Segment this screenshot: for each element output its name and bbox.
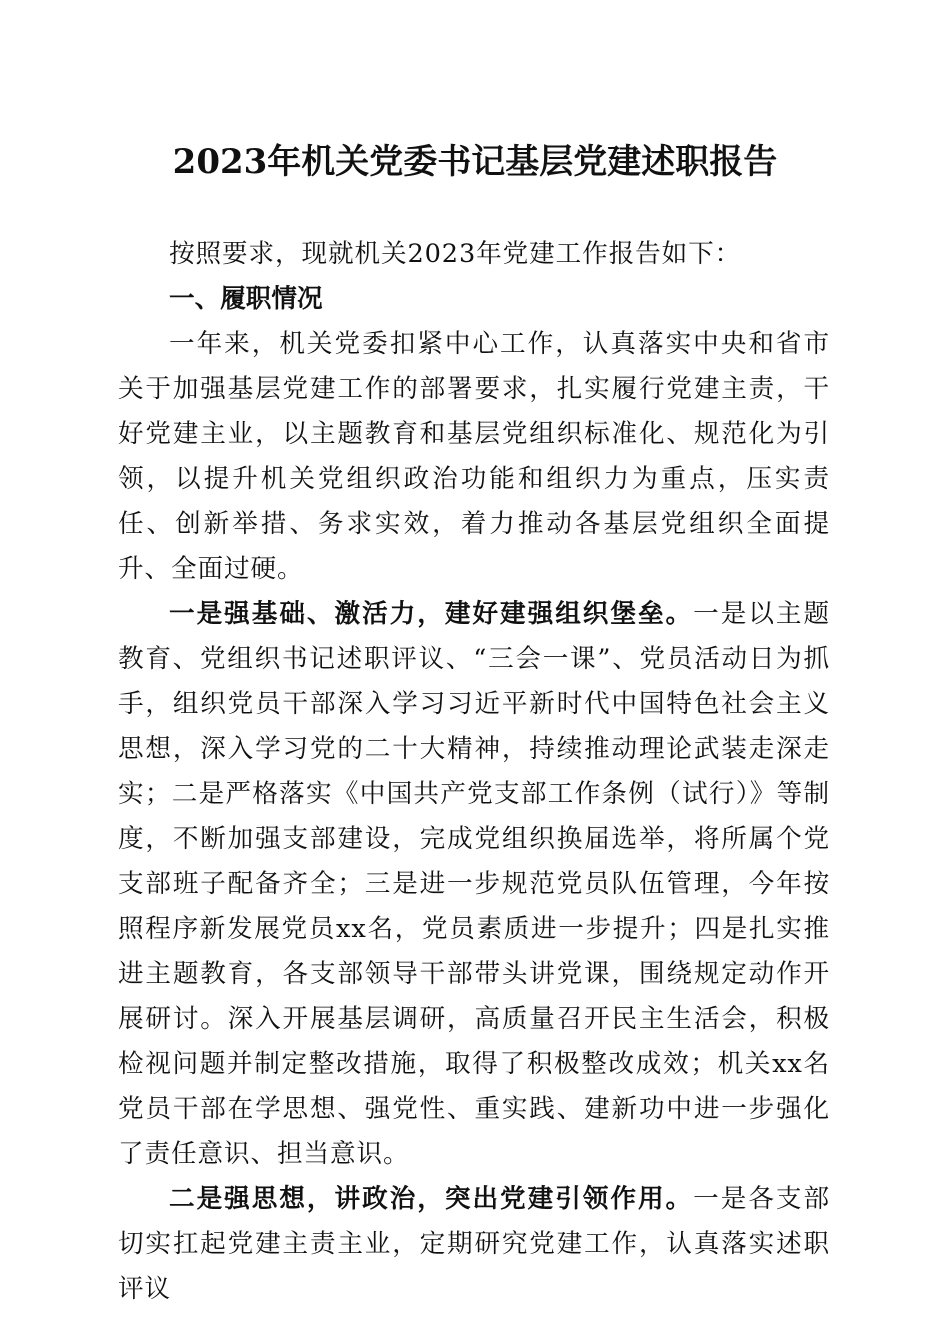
paragraph-ideology <box>118 1177 830 1312</box>
paragraph-organization-lead: 一是强基础、激活力，建好建强组织堡垒。 <box>169 599 694 629</box>
document-title: 2023年机关党委书记基层党建述职报告 <box>172 142 778 182</box>
paragraph-overview: 一年来，机关党委扣紧中心工作，认真落实中央和省市关于加强基层党建工作的部署要求，扎实履行党建主责，干好党建主业，以主题教育和基层党组织标准化、规范化为引领，以提升机关党组织政治功能和组织力为重点，压实责任、创新举措、务求实效，着力推动各基层党组织全面提升、全面过硬。 <box>118 329 830 584</box>
section-heading-performance: 一、履职情况 <box>169 284 323 314</box>
paragraph-ideology-lead: 二是强思想，讲政治，突出党建引领作用。 <box>169 1184 694 1214</box>
paragraph-ideology-body: 一是各支部切实扛起党建主责主业，定期研究党建工作，认真落实述职评议 <box>118 1184 830 1304</box>
paragraph-organization-body: 一是以主题教育、党组织书记述职评议、“三会一课”、党员活动日为抓手，组织党员干部深入学习习近平新时代中国特色社会主义思想，深入学习党的二十大精神，持续推动理论武装走深走实；二是严格落实《中国共产党支部工作条例（试行）》等制度，不断加强支部建设，完成党组织换届选举，将所属个党支部班子配备齐全；三是进一步规范党员队伍管理，今年按照程序新发展党员xx名，党员素质进一步提升；四是扎实推进主题教育，各支部领导干部带头讲党课，围绕规定动作开展研讨。深入开展基层调研，高质量召开民主生活会，积极检视问题并制定整改措施，取得了积极整改成效；机关xx名党员干部在学思想、强党性、重实践、建新功中进一步强化了责任意识、担当意识。 <box>118 599 830 1169</box>
paragraph-organization <box>118 592 830 1177</box>
document-body <box>118 232 830 1312</box>
intro-paragraph: 按照要求，现就机关2023年党建工作报告如下： <box>169 239 742 269</box>
